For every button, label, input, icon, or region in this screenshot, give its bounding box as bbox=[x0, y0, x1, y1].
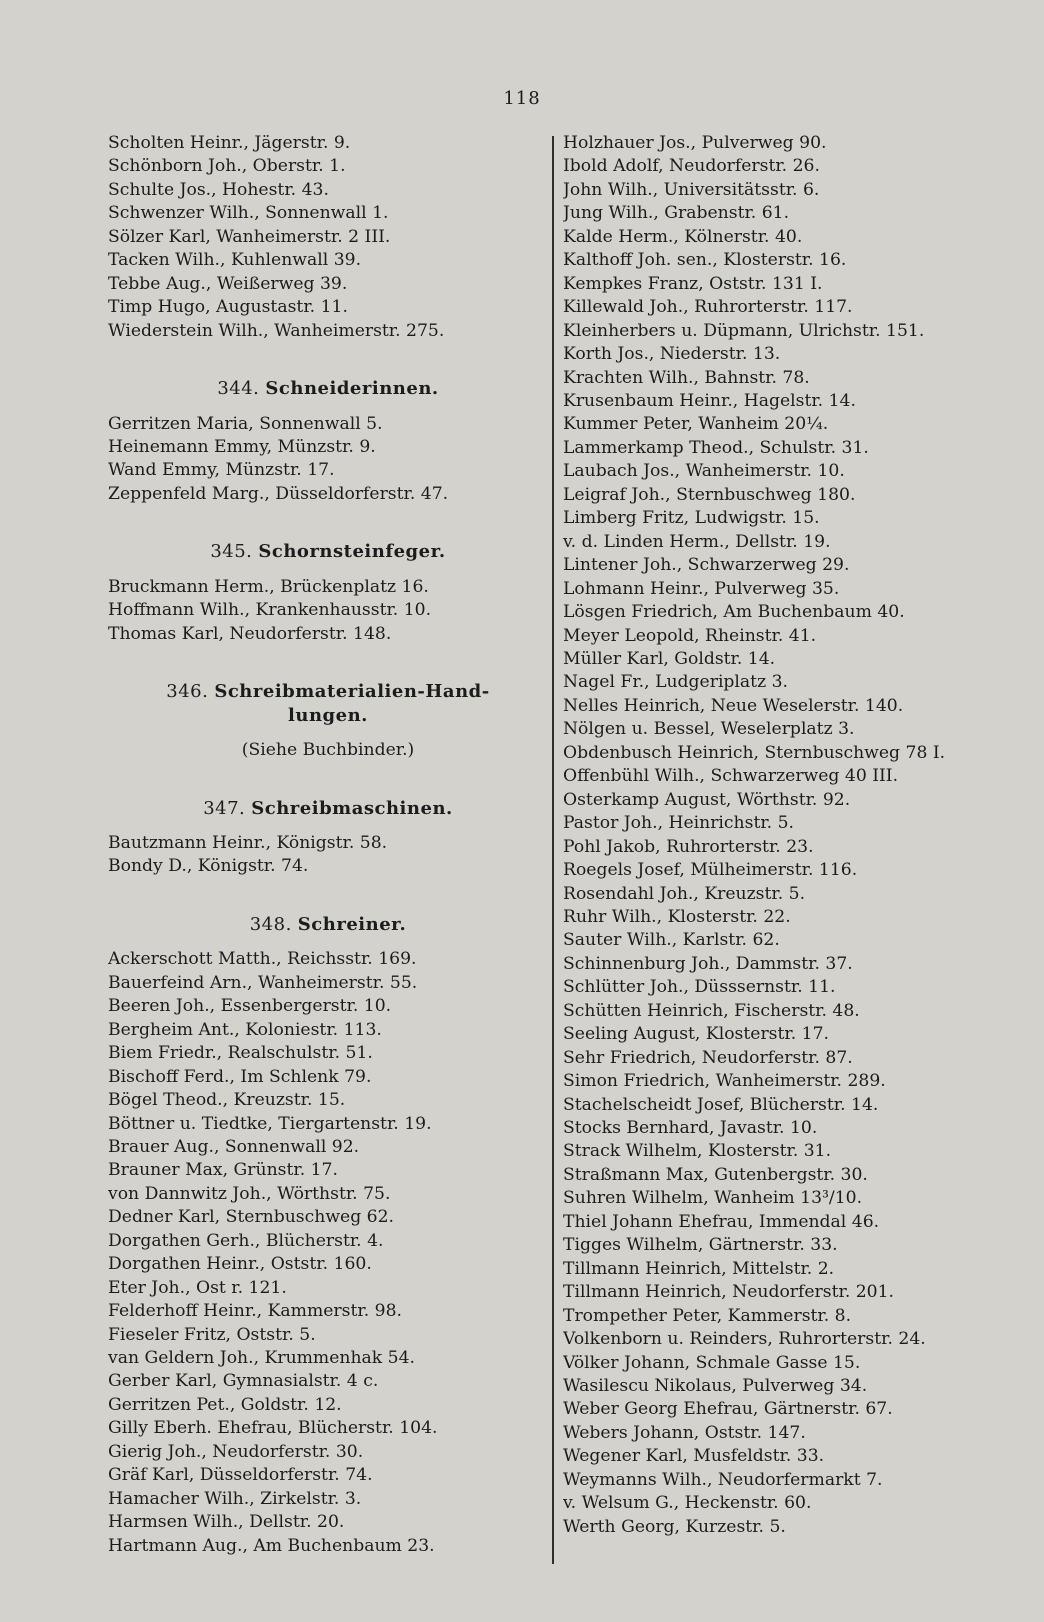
list-block bbox=[563, 132, 1023, 1539]
directory-entry: Tillmann Heinrich, Neudorferstr. 201. bbox=[563, 1282, 895, 1303]
directory-entry: Harmsen Wilh., Dellstr. 20. bbox=[108, 1512, 345, 1533]
list-block bbox=[108, 832, 548, 879]
spacer bbox=[108, 727, 548, 739]
directory-entry: Brauner Max, Grünstr. 17. bbox=[108, 1160, 338, 1181]
section-title: Schornsteinfeger. bbox=[258, 541, 446, 563]
section-heading-346 bbox=[108, 680, 548, 703]
directory-entry: Roegels Josef, Mülheimerstr. 116. bbox=[563, 860, 858, 881]
directory-entry: Jung Wilh., Grabenstr. 61. bbox=[563, 203, 790, 224]
directory-entry: Heinemann Emmy, Münzstr. 9. bbox=[108, 436, 376, 457]
directory-entry: Thomas Karl, Neudorferstr. 148. bbox=[108, 623, 392, 644]
directory-entry: Gierig Joh., Neudorferstr. 30. bbox=[108, 1441, 364, 1462]
directory-entry: Kleinherbers u. Düpmann, Ulrichstr. 151. bbox=[563, 320, 925, 341]
left-column bbox=[108, 132, 548, 1558]
directory-entry: Bondy D., Königstr. 74. bbox=[108, 856, 309, 877]
directory-entry: Tebbe Aug., Weißerweg 39. bbox=[108, 273, 348, 294]
list-block bbox=[108, 576, 548, 646]
directory-entry: Eter Joh., Ost r. 121. bbox=[108, 1277, 287, 1298]
directory-entry: Nelles Heinrich, Neue Weselerstr. 140. bbox=[563, 695, 904, 716]
directory-entry: Leigraf Joh., Sternbuschweg 180. bbox=[563, 484, 856, 505]
directory-entry: Weber Georg Ehefrau, Gärtnerstr. 67. bbox=[563, 1399, 893, 1420]
directory-entry: Gerritzen Pet., Goldstr. 12. bbox=[108, 1394, 342, 1415]
list-block bbox=[108, 948, 548, 1558]
section-heading-347 bbox=[108, 797, 548, 820]
directory-entry: Fieseler Fritz, Oststr. 5. bbox=[108, 1324, 316, 1345]
directory-entry: Zeppenfeld Marg., Düsseldorferstr. 47. bbox=[108, 483, 449, 504]
directory-entry: Kempkes Franz, Oststr. 131 I. bbox=[563, 273, 823, 294]
section-number: 348. bbox=[249, 913, 292, 935]
directory-entry: Tacken Wilh., Kuhlenwall 39. bbox=[108, 250, 362, 271]
directory-entry: von Dannwitz Joh., Wörthstr. 75. bbox=[108, 1183, 391, 1204]
directory-entry: Laubach Jos., Wanheimerstr. 10. bbox=[563, 461, 845, 482]
directory-entry: Killewald Joh., Ruhrorterstr. 117. bbox=[563, 297, 853, 318]
directory-entry: Kummer Peter, Wanheim 20¼. bbox=[563, 414, 829, 435]
directory-entry: Ruhr Wilh., Klosterstr. 22. bbox=[563, 906, 791, 927]
directory-entry: Volkenborn u. Reinders, Ruhrorterstr. 24. bbox=[563, 1329, 926, 1350]
directory-entry: Sauter Wilh., Karlstr. 62. bbox=[563, 930, 780, 951]
section-note: (Siehe Buchbinder.) bbox=[241, 740, 415, 761]
spacer bbox=[108, 646, 548, 680]
directory-entry: Holzhauer Jos., Pulverweg 90. bbox=[563, 133, 827, 153]
directory-entry: Bögel Theod., Kreuzstr. 15. bbox=[108, 1090, 346, 1111]
directory-entry: Lösgen Friedrich, Am Buchenbaum 40. bbox=[563, 602, 905, 623]
directory-entry: Müller Karl, Goldstr. 14. bbox=[563, 648, 776, 669]
directory-entry: Obdenbusch Heinrich, Sternbuschweg 78 I. bbox=[563, 742, 946, 763]
directory-entry: Trompether Peter, Kammerstr. 8. bbox=[563, 1305, 852, 1326]
spacer bbox=[108, 343, 548, 377]
section-number: 345. bbox=[210, 541, 253, 563]
section-number: 347. bbox=[203, 797, 246, 819]
directory-entry: Krachten Wilh., Bahnstr. 78. bbox=[563, 367, 810, 388]
directory-entry: Limberg Fritz, Ludwigstr. 15. bbox=[563, 508, 820, 529]
directory-entry: Stocks Bernhard, Javastr. 10. bbox=[563, 1118, 818, 1139]
directory-entry: Nölgen u. Bessel, Weselerplatz 3. bbox=[563, 719, 855, 740]
directory-entry: Gerritzen Maria, Sonnenwall 5. bbox=[108, 413, 383, 434]
directory-entry: Meyer Leopold, Rheinstr. 41. bbox=[563, 625, 817, 646]
right-column bbox=[563, 132, 1023, 1539]
directory-entry: Offenbühl Wilh., Schwarzerweg 40 III. bbox=[563, 766, 899, 787]
directory-entry: Bruckmann Herm., Brückenplatz 16. bbox=[108, 576, 429, 597]
directory-entry: Bergheim Ant., Koloniestr. 113. bbox=[108, 1019, 382, 1040]
directory-entry: Tillmann Heinrich, Mittelstr. 2. bbox=[563, 1258, 835, 1279]
section-heading-348 bbox=[108, 913, 548, 936]
directory-entry: Simon Friedrich, Wanheimerstr. 289. bbox=[563, 1071, 886, 1092]
spacer bbox=[108, 564, 548, 576]
list-block bbox=[108, 132, 548, 343]
directory-entry: Pohl Jakob, Ruhrorterstr. 23. bbox=[563, 836, 814, 857]
directory-entry: Gerber Karl, Gymnasialstr. 4 c. bbox=[108, 1371, 379, 1392]
spacer bbox=[108, 820, 548, 832]
directory-entry: Dorgathen Gerh., Blücherstr. 4. bbox=[108, 1230, 384, 1251]
section-title: Schneiderinnen. bbox=[265, 378, 439, 400]
directory-entry: Suhren Wilhelm, Wanheim 13³/10. bbox=[563, 1188, 863, 1209]
directory-entry: Bauerfeind Arn., Wanheimerstr. 55. bbox=[108, 972, 418, 993]
directory-entry: v. Welsum G., Heckenstr. 60. bbox=[563, 1493, 812, 1514]
directory-entry: Böttner u. Tiedtke, Tiergartenstr. 19. bbox=[108, 1113, 432, 1134]
directory-entry: Sehr Friedrich, Neudorferstr. 87. bbox=[563, 1047, 853, 1068]
directory-entry: Beeren Joh., Essenbergerstr. 10. bbox=[108, 996, 392, 1017]
list-block bbox=[108, 413, 548, 507]
directory-entry: Gilly Eberh. Ehefrau, Blücherstr. 104. bbox=[108, 1418, 438, 1439]
spacer bbox=[108, 879, 548, 913]
spacer bbox=[108, 401, 548, 413]
directory-entry: Lammerkamp Theod., Schulstr. 31. bbox=[563, 437, 869, 458]
directory-entry: Schulte Jos., Hohestr. 43. bbox=[108, 179, 329, 200]
directory-entry: Nagel Fr., Ludgeriplatz 3. bbox=[563, 672, 789, 693]
directory-entry: Seeling August, Klosterstr. 17. bbox=[563, 1024, 829, 1045]
section-title: Schreiner. bbox=[297, 913, 407, 935]
section-heading-345 bbox=[108, 540, 548, 563]
directory-entry: Korth Jos., Niederstr. 13. bbox=[563, 344, 781, 365]
spacer bbox=[108, 936, 548, 948]
directory-entry: Lohmann Heinr., Pulverweg 35. bbox=[563, 578, 840, 599]
directory-entry: Weymanns Wilh., Neudorfermarkt 7. bbox=[563, 1469, 883, 1490]
directory-entry: Gräf Karl, Düsseldorferstr. 74. bbox=[108, 1465, 373, 1486]
directory-entry: Lintener Joh., Schwarzerweg 29. bbox=[563, 555, 850, 576]
page-number: 118 bbox=[503, 88, 541, 109]
directory-entry: Dorgathen Heinr., Oststr. 160. bbox=[108, 1254, 372, 1275]
directory-entry: Wiederstein Wilh., Wanheimerstr. 275. bbox=[108, 320, 445, 341]
directory-entry: Völker Johann, Schmale Gasse 15. bbox=[563, 1352, 861, 1373]
directory-entry: Kalthoff Joh. sen., Klosterstr. 16. bbox=[563, 250, 847, 271]
spacer bbox=[108, 763, 548, 797]
directory-entry: Timp Hugo, Augustastr. 11. bbox=[108, 297, 348, 318]
directory-entry: Kalde Herm., Kölnerstr. 40. bbox=[563, 226, 803, 247]
directory-entry: Brauer Aug., Sonnenwall 92. bbox=[108, 1136, 360, 1157]
directory-entry: John Wilh., Universitätsstr. 6. bbox=[563, 179, 820, 200]
directory-entry: Schlütter Joh., Düsssernstr. 11. bbox=[563, 977, 836, 998]
directory-entry: Sölzer Karl, Wanheimerstr. 2 III. bbox=[108, 226, 391, 247]
spacer bbox=[108, 506, 548, 540]
directory-entry: Tigges Wilhelm, Gärtnerstr. 33. bbox=[563, 1235, 838, 1256]
directory-entry: Felderhoff Heinr., Kammerstr. 98. bbox=[108, 1301, 402, 1322]
directory-entry: Webers Johann, Oststr. 147. bbox=[563, 1422, 806, 1443]
directory-entry: Schönborn Joh., Oberstr. 1. bbox=[108, 156, 346, 177]
directory-entry: Rosendahl Joh., Kreuzstr. 5. bbox=[563, 883, 806, 904]
section-title-continuation: lungen. bbox=[288, 704, 368, 726]
directory-entry: Osterkamp August, Wörthstr. 92. bbox=[563, 789, 851, 810]
directory-entry: Thiel Johann Ehefrau, Immendal 46. bbox=[563, 1211, 880, 1232]
directory-entry: Bischoff Ferd., Im Schlenk 79. bbox=[108, 1066, 372, 1087]
directory-entry: Strack Wilhelm, Klosterstr. 31. bbox=[563, 1141, 832, 1162]
section-number: 346. bbox=[166, 681, 209, 703]
directory-entry: Hartmann Aug., Am Buchenbaum 23. bbox=[108, 1535, 435, 1556]
directory-entry: Hoffmann Wilh., Krankenhausstr. 10. bbox=[108, 600, 432, 621]
directory-entry: van Geldern Joh., Krummenhak 54. bbox=[108, 1348, 415, 1369]
directory-entry: Scholten Heinr., Jägerstr. 9. bbox=[108, 133, 351, 153]
column-divider bbox=[552, 136, 554, 1564]
directory-entry: Ackerschott Matth., Reichsstr. 169. bbox=[108, 949, 417, 970]
directory-entry: Wand Emmy, Münzstr. 17. bbox=[108, 460, 335, 481]
directory-entry: Stachelscheidt Josef, Blücherstr. 14. bbox=[563, 1094, 879, 1115]
section-title: Schreibmaschinen. bbox=[251, 797, 453, 819]
section-title: Schreibmaterialien-Hand- bbox=[214, 681, 490, 703]
directory-entry: Wegener Karl, Musfeldstr. 33. bbox=[563, 1446, 825, 1467]
directory-entry: Werth Georg, Kurzestr. 5. bbox=[563, 1516, 786, 1537]
section-number: 344. bbox=[217, 378, 260, 400]
directory-entry: Schütten Heinrich, Fischerstr. 48. bbox=[563, 1000, 860, 1021]
directory-entry: Straßmann Max, Gutenbergstr. 30. bbox=[563, 1164, 868, 1185]
section-heading-344 bbox=[108, 377, 548, 400]
directory-entry: Dedner Karl, Sternbuschweg 62. bbox=[108, 1207, 395, 1228]
directory-entry: Biem Friedr., Realschulstr. 51. bbox=[108, 1043, 373, 1064]
directory-entry: Ibold Adolf, Neudorferstr. 26. bbox=[563, 156, 820, 177]
directory-entry: Pastor Joh., Heinrichstr. 5. bbox=[563, 813, 795, 834]
directory-entry: Schinnenburg Joh., Dammstr. 37. bbox=[563, 953, 853, 974]
directory-entry: Krusenbaum Heinr., Hagelstr. 14. bbox=[563, 390, 856, 411]
directory-entry: Schwenzer Wilh., Sonnenwall 1. bbox=[108, 203, 389, 224]
directory-entry: Wasilescu Nikolaus, Pulverweg 34. bbox=[563, 1376, 868, 1397]
directory-entry: v. d. Linden Herm., Dellstr. 19. bbox=[563, 531, 831, 552]
directory-entry: Hamacher Wilh., Zirkelstr. 3. bbox=[108, 1488, 362, 1509]
directory-entry: Bautzmann Heinr., Königstr. 58. bbox=[108, 832, 388, 853]
